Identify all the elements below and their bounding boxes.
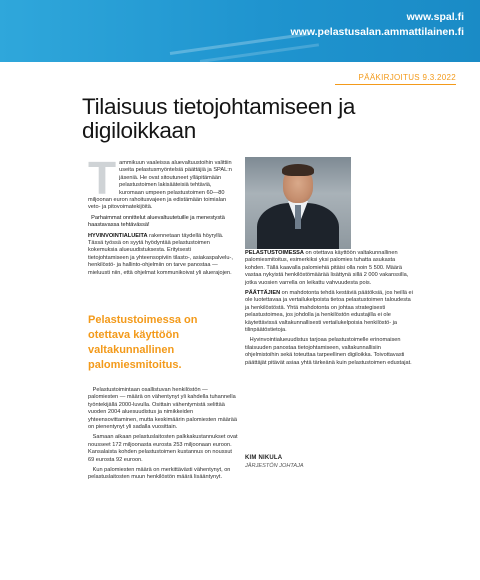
link-spal[interactable]: www.spal.fi [406,11,464,23]
left-column-top [88,152,233,280]
wellbeing-paragraph [88,233,233,277]
banner-decoration [170,33,309,55]
author-role: JÄRJESTÖN JOHTAJA [245,463,304,469]
reform-text: Hyvinvointialueuudistus tarjoaa pelastustoimelle erinomaisen tilaisuuden panostaa tietojohtamiseen, valtakunnallisiin ohjelmistoihin sekä toteuttaa tarpeellinen digiloikka. Toivottavasti päättäjät pitävät asiaa yhtä tärkeänä kuin pelastustoimen edustajat. [245,337,412,366]
left-column-bottom [88,387,238,485]
congrats-paragraph [88,215,233,230]
paragraph-firefighters [88,387,238,431]
costs-text: Samaan aikaan pelastuslaitosten palkkakustannukset ovat nousseet 172 miljoonasta eurosta 253 miljoonaan euroon. Kansalaista kohden pelastustoimen kustannus on noussut 69 eurosta 92 euroon. [88,434,238,463]
header-banner [0,0,480,62]
dimensioning-lead: PELASTUSTOIMESSA [245,250,304,256]
staff-text: Kun palomiesten määrä on merkittävästi vähentynyt, on pelastuslaitosten muun henkilöstön määrä lisääntynyt. [88,467,231,481]
paragraph-reform [245,337,415,367]
decisionmakers-text: on mahdotonta tehdä kestäviä päätöksiä, jos heillä ei ole luotettavaa ja vertailukelpoista tietoa pelastustoimen taloudesta ja henkilöstöstä. Yhtä mahdotonta on johtaa strategisesti pelastustoimea, jos johdolla ja henkilöstön edustajilla ei ole käytettävissä valtakunnallisesti vertailukelpoisia henkilöstö- ja tilinpäätöstietoja. [245,290,413,334]
congrats-text: Parhaimmat onnittelut aluevaltuutetuille ja menestystä haastavassa tehtävässä! [88,214,225,229]
pull-quote: Pelastustoimessa on otettava käyttöön valtakunnallinen palomiesmitoitus. [88,314,198,371]
article-title: Tilaisuus tietojohtamiseen ja digiloikkaan [82,94,356,143]
section-kicker: PÄÄKIRJOITUS 9.3.2022 [358,73,456,82]
wellbeing-text: rakennetaan täydellä höyryllä. Tässä työssä on syytä hyödyntää pelastustoimen kokemuksia alueuudistuksesta. Erityisesti tietojohtamiseen ja yhteensopiviin tilasto-, asiakaspalvelu-, henkilöstö- ja hallinto-ohjelmiin on tarve panostaa — mieluusti niin, että ohjelmat kommunikoivat yli aluerajojen. [88,232,233,276]
link-pelastusalan[interactable]: www.pelastusalan.ammattilainen.fi [290,26,464,38]
decisionmakers-lead: PÄÄTTÄJIEN [245,290,281,297]
paragraph-costs [88,434,238,464]
wellbeing-lead: HYVINVOINTIALUEITA [88,232,148,239]
author-photo [245,157,351,249]
paragraph-decisionmakers [245,290,415,334]
intro-paragraph [88,152,233,212]
paragraph-dimensioning [245,250,415,287]
drop-cap: T [88,152,117,204]
author-name: KIM NIKULA [245,455,283,461]
paragraph-staff [88,467,238,482]
kicker-divider [335,84,456,85]
right-column [245,250,415,370]
firefighters-text: Pelastustoimintaan osallistuvan henkilöstön — palomiesten — määrä on vähentynyt yli kahdella tuhannella työntekijällä 2000-luvulla. Osittain vähentymistä selittää vuoden 2004 aluesuudistus ja nimikkeiden yhteensovittaminen, mutta keskimäärin palomiesten määrää on pienentynyt yli sadalla vuosittain. [88,387,237,431]
signature [245,455,304,469]
intro-text: ammikuun vaaleissa aluevaltuustoihin valittiin useita pelastusmyöntelsiä päättäjiä ja SPAL:n jäseniä. He ovat sitoutuneet ylläpitämään pelastustoimen lakisääteisiä tehtäviä, kuromaan umpeen pelastustoimen 60—80 miljoonan euron rahoitusvajeen ja edistämään toimialan veto- ja pitovoimatekijöitä. [88,160,232,211]
dimensioning-text: on otettava käyttöön valtakunnallinen palomiesmitoitus, esimerkiksi yksi palomies tuhatta asukasta kohden. Tällä kaavalla palomiehiä pitäisi olla noin 5 500. Määrä vastaa nykyistä henkilöstömäärää lisättynä sillä 2 000 vakanssilla, jotka vuosien varrella on leikattu vahvuudesta pois. [245,250,409,286]
header-links [291,10,465,40]
